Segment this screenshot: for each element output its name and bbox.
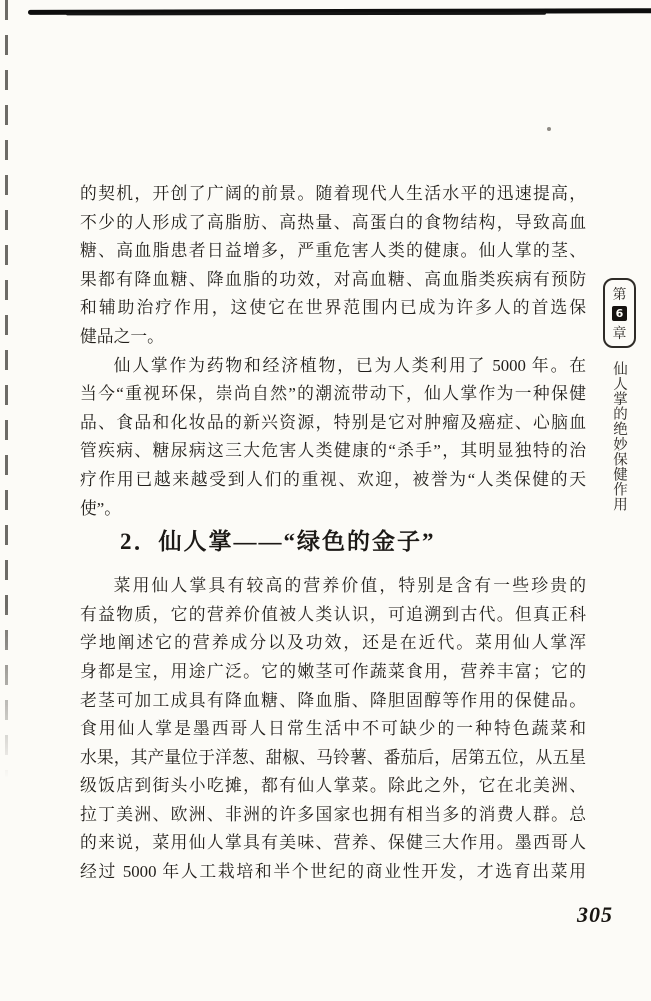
text-line: 使”。 — [80, 498, 122, 518]
text-line: 疗作用已越来越受到人们的重视、欢迎，被誉为“人类保健的天 — [80, 469, 586, 489]
text-line: 身都是宝，用途广泛。它的嫩茎可作蔬菜食用，营养丰富；它的 — [80, 661, 586, 681]
text-line: 学地阐述它的营养成分以及功效，还是在近代。菜用仙人掌浑 — [80, 633, 586, 653]
text-line: 菜用仙人掌具有较高的营养价值，特别是含有一些珍贵的 — [113, 576, 586, 596]
scan-speck — [547, 127, 551, 131]
paragraph — [80, 180, 586, 352]
chapter-title-vertical: 仙人掌的绝妙保健作用 — [611, 361, 627, 512]
text-line: 当今“重视环保，崇尚自然”的潮流带动下，仙人掌作为一种保健 — [80, 384, 586, 404]
text-section-bottom — [80, 572, 586, 887]
chapter-prefix: 第 — [612, 287, 627, 303]
paragraph — [80, 572, 586, 887]
text-line: 果都有降血糖、降血脂的功效，对高血糖、高血脂类疾病有预防 — [80, 269, 586, 289]
text-line: 的契机，开创了广阔的前景。随着现代人生活水平的迅速提高， — [80, 184, 586, 203]
text-line: 糖、高血脂患者日益增多，严重危害人类的健康。仙人掌的茎、 — [80, 241, 586, 261]
text-line: 健品之一。 — [80, 326, 164, 346]
paragraph — [80, 352, 586, 524]
text-section-top — [80, 180, 586, 523]
chapter-suffix: 章 — [612, 326, 627, 342]
chapter-number-box — [603, 278, 636, 348]
text-line: 级饭店到街头小吃摊，都有仙人掌菜。除此之外，它在北美洲、 — [80, 776, 586, 796]
page-number: 305 — [577, 902, 613, 927]
text-line: 仙人掌作为药物和经济植物，已为人类利用了 5000 年。在 — [113, 355, 586, 375]
text-line: 食用仙人掌是墨西哥人日常生活中不可缺少的一种特色蔬菜和 — [80, 719, 586, 739]
body-text — [80, 180, 586, 887]
chapter-number-badge: 6 — [612, 306, 627, 321]
scan-top-edge-artifact — [28, 8, 651, 15]
text-line: 不少的人形成了高脂肪、高热量、高蛋白的食物结构，导致高血 — [80, 212, 586, 232]
text-line: 老茎可加工成具有降血糖、降血脂、降胆固醇等作用的保健品。 — [80, 690, 586, 710]
text-line: 有益物质，它的营养价值被人类认识，可追溯到古代。但真正科 — [80, 604, 586, 624]
section-heading: 2．仙人掌——“绿色的金子” — [120, 529, 436, 555]
text-line: 和辅助治疗作用，这使它在世界范围内已成为许多人的首选保 — [80, 298, 586, 318]
text-line: 品、食品和化妆品的新兴资源，特别是它对肿瘤及癌症、心脑血 — [80, 412, 586, 432]
text-line: 经过 5000 年人工栽培和半个世纪的商业性开发，才选育出菜用 — [80, 862, 586, 882]
binding-dash-marks — [5, 0, 8, 778]
text-line: 的来说，菜用仙人掌具有美味、营养、保健三大作用。墨西哥人 — [80, 833, 586, 853]
text-line: 水果，其产量位于洋葱、甜椒、马铃薯、番茄后，居第五位，从五星 — [80, 747, 586, 767]
text-line: 拉丁美洲、欧洲、非洲的许多国家也拥有相当多的消费人群。总 — [80, 804, 586, 824]
chapter-tab — [602, 278, 637, 512]
text-line: 管疾病、糖尿病这三大危害人类健康的“杀手”，其明显独特的治 — [80, 441, 586, 461]
